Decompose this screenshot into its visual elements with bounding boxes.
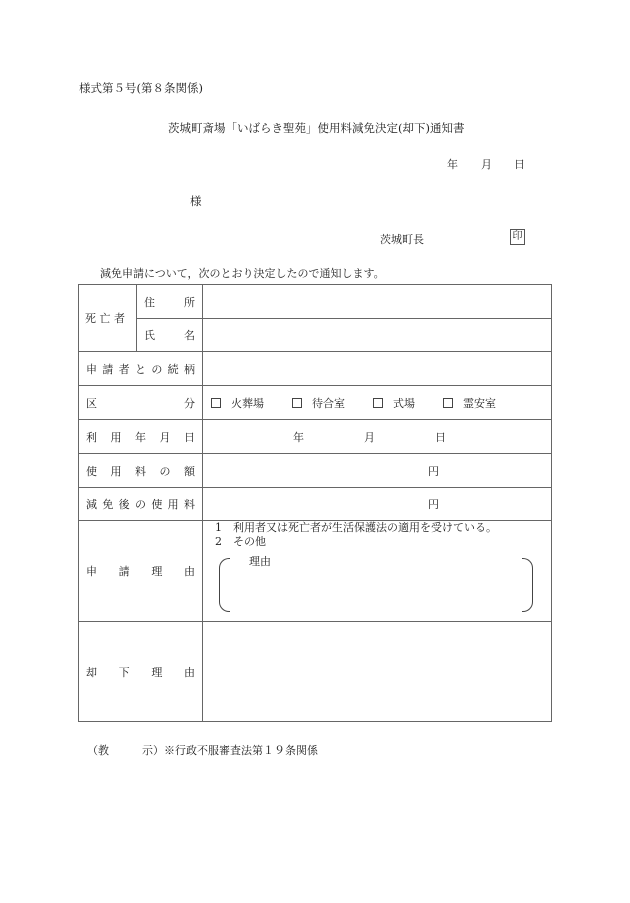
reason-option-1: 1 利用者又は死亡者が生活保護法の適用を受けている。	[215, 521, 497, 534]
reduced-fee-label: 減 免 後 の 使 用 料	[79, 488, 203, 521]
reduced-fee-field[interactable]: 円	[203, 488, 552, 521]
category-label: 区 分	[79, 386, 203, 420]
rejection-reason-label: 却 下 理 由	[79, 622, 203, 722]
checkbox-icon[interactable]	[373, 398, 383, 408]
checkbox-icon[interactable]	[211, 398, 221, 408]
date-year: 年	[447, 158, 458, 171]
category-ceremony-hall[interactable]: 式場	[373, 395, 415, 411]
use-date-label: 利 用 年 月 日	[79, 420, 203, 454]
address-field[interactable]	[203, 285, 552, 319]
seal-mark: 印	[510, 229, 525, 245]
document-title: 茨城町斎場「いばらき聖苑」使用料減免決定(却下)通知書	[168, 121, 465, 135]
rejection-reason-field[interactable]	[203, 622, 552, 722]
category-waiting-room[interactable]: 待合室	[292, 395, 345, 411]
issuer: 茨城町長	[380, 233, 424, 246]
instruction-note: （教 示）※行政不服審査法第１９条関係	[87, 744, 318, 757]
checkbox-icon[interactable]	[443, 398, 453, 408]
fee-label: 使 用 料 の 額	[79, 454, 203, 488]
checkbox-icon[interactable]	[292, 398, 302, 408]
relation-label: 申 請 者 と の 続 柄	[79, 352, 203, 386]
name-field[interactable]	[203, 319, 552, 352]
reason-option-2: 2 その他	[215, 535, 266, 548]
category-crematorium[interactable]: 火葬場	[211, 395, 264, 411]
fee-field[interactable]: 円	[203, 454, 552, 488]
intro-text: 減免申請について，次のとおり決定したので通知します。	[100, 267, 385, 280]
relation-field[interactable]	[203, 352, 552, 386]
address-label: 住 所	[137, 285, 203, 319]
other-reason-box[interactable]: 理由	[219, 558, 533, 610]
form-number: 様式第５号(第８条関係)	[79, 81, 203, 95]
use-date-field[interactable]: 年 月 日	[203, 420, 552, 454]
category-mortuary[interactable]: 霊安室	[443, 395, 496, 411]
addressee-suffix: 様	[190, 194, 202, 208]
application-reason-field[interactable]	[203, 521, 552, 622]
category-options	[203, 386, 552, 420]
deceased-label: 死 亡 者	[79, 285, 137, 352]
notice-form-table	[78, 284, 552, 722]
date-month: 月	[481, 158, 492, 171]
date-day: 日	[514, 158, 525, 171]
name-label: 氏 名	[137, 319, 203, 352]
application-reason-label: 申 請 理 由	[79, 521, 203, 622]
